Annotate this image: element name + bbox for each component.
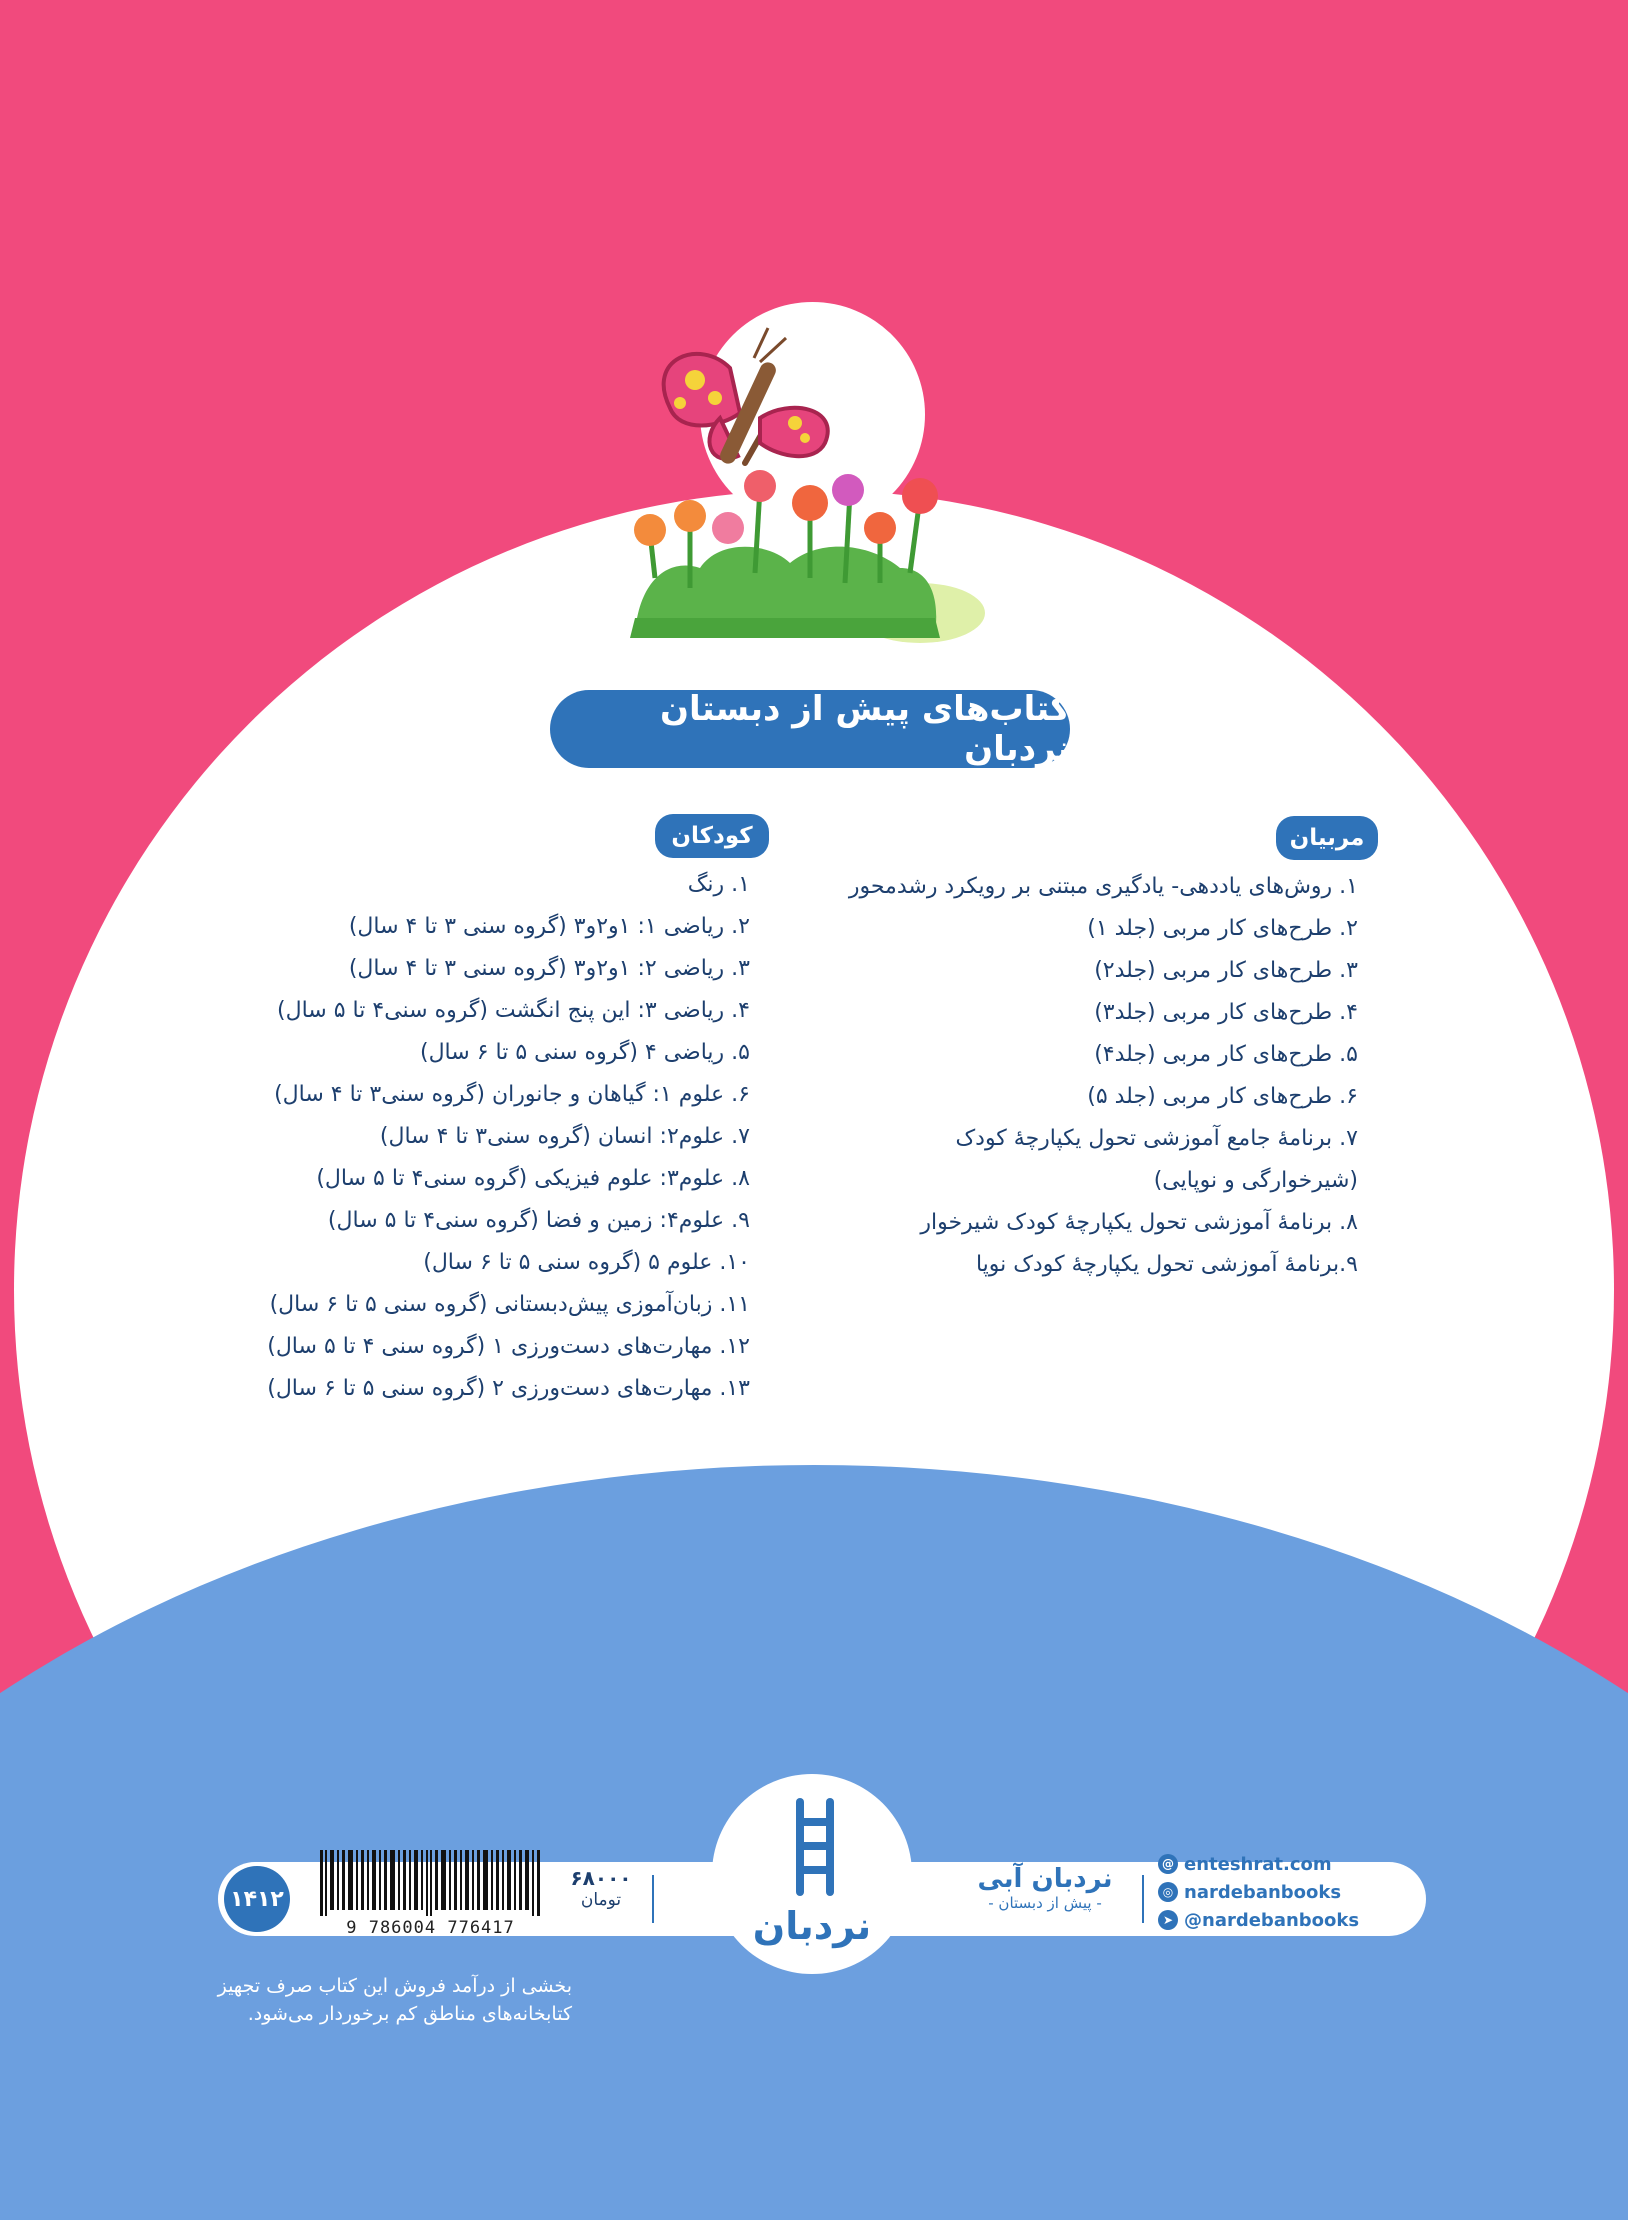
list-item: ۱۳. مهارت‌های دست‌ورزی ۲ (گروه سنی ۵ تا ۶ سال) [267, 1376, 750, 1401]
children-list [230, 864, 750, 1410]
list-item: ۱۱. زبان‌آموزی پیش‌دبستانی (گروه سنی ۵ تا ۶ سال) [269, 1292, 750, 1317]
list-item: ۲. ریاضی ۱: ۱و۲و۳ (گروه سنی ۳ تا ۴ سال) [348, 914, 750, 939]
price-unit: تومان [580, 1890, 622, 1910]
divider [652, 1875, 654, 1923]
list-item: ۶. علوم ۱: گیاهان و جانوران (گروه سنی۳ تا ۴ سال) [274, 1082, 750, 1107]
list-item: ۴. طرح‌های کار مربی (جلد۳) [1094, 1000, 1358, 1025]
list-item: ۱۰. علوم ۵ (گروه سنی ۵ تا ۶ سال) [423, 1250, 750, 1275]
brand-subtitle: - پیش از دبستان - [988, 1894, 1102, 1912]
educators-heading: مربیان [1276, 816, 1378, 860]
children-heading: کودکان [655, 814, 769, 858]
ladder-logo-icon [712, 1774, 912, 1974]
list-item: ۱۲. مهارت‌های دست‌ورزی ۱ (گروه سنی ۴ تا ۵ سال) [267, 1334, 750, 1359]
list-item: ۸. علوم۳: علوم فیزیکی (گروه سنی۴ تا ۵ سال) [316, 1166, 750, 1191]
butterfly-flowers-illustration [580, 318, 1000, 668]
butterfly-icon [664, 328, 828, 466]
telegram-icon: ➤ [1158, 1910, 1178, 1930]
list-item: ۷. علوم۲: انسان (گروه سنی۳ تا ۴ سال) [379, 1124, 750, 1149]
website-contact[interactable] [1158, 1850, 1388, 1878]
contact-text: @nardebanbooks [1184, 1909, 1360, 1931]
list-item: ۵. طرح‌های کار مربی (جلد۴) [1094, 1042, 1358, 1067]
educators-list [798, 866, 1358, 1286]
list-item: ۱. رنگ [687, 872, 750, 897]
contacts [1158, 1850, 1388, 1934]
instagram-contact[interactable] [1158, 1878, 1388, 1906]
list-item: (شیرخوارگی و نوپایی) [1153, 1168, 1358, 1193]
telegram-contact[interactable] [1158, 1906, 1388, 1934]
barcode-icon [318, 1846, 543, 1920]
brand-name: نردبان آبی [977, 1864, 1113, 1894]
flowers-icon [630, 470, 985, 643]
list-item: ۸. برنامهٔ آموزشی تحول یکپارچهٔ کودک شیرخوار [920, 1210, 1358, 1235]
book-code-badge: ۱۴۱۲ [224, 1866, 290, 1932]
contact-text: nardebanbooks [1184, 1881, 1342, 1903]
price-amount: ۶۸۰۰۰ [570, 1866, 632, 1890]
logo-text: نردبان [752, 1904, 872, 1948]
cover-title: کتاب‌های پیش از دبستان نردبان [550, 690, 1070, 768]
contact-text: enteshrat.com [1184, 1853, 1332, 1875]
list-item: ۹.برنامهٔ آموزشی تحول یکپارچهٔ کودک نوپا [975, 1252, 1358, 1277]
list-item: ۲. طرح‌های کار مربی (جلد ۱) [1087, 916, 1358, 941]
list-item: ۳. ریاضی ۲: ۱و۲و۳ (گروه سنی ۳ تا ۴ سال) [348, 956, 750, 981]
list-item: ۵. ریاضی ۴ (گروه سنی ۵ تا ۶ سال) [419, 1040, 750, 1065]
instagram-icon: ◎ [1158, 1882, 1178, 1902]
list-item: ۷. برنامهٔ جامع آموزشی تحول یکپارچهٔ کودک [955, 1126, 1358, 1151]
web-icon: @ [1158, 1854, 1178, 1874]
price [556, 1866, 646, 1910]
list-item: ۹. علوم۴: زمین و فضا (گروه سنی۴ تا ۵ سال) [327, 1208, 750, 1233]
list-item: ۴. ریاضی ۳: این پنج انگشت (گروه سنی۴ تا ۵ سال) [277, 998, 750, 1023]
charity-note: بخشی از درآمد فروش این کتاب صرف تجهیز کتابخانه‌های مناطق کم برخوردار می‌شود. [217, 1975, 572, 2025]
list-item: ۱. روش‌های یاددهی- یادگیری مبتنی بر رویکرد رشدمحور [848, 874, 1358, 899]
list-item: ۶. طرح‌های کار مربی (جلد ۵) [1087, 1084, 1358, 1109]
brand [950, 1864, 1140, 1912]
divider [1142, 1875, 1144, 1923]
list-item: ۳. طرح‌های کار مربی (جلد۲) [1094, 958, 1358, 983]
barcode-number: 9 786004 776417 [346, 1918, 515, 1938]
publisher-logo [712, 1774, 912, 1974]
